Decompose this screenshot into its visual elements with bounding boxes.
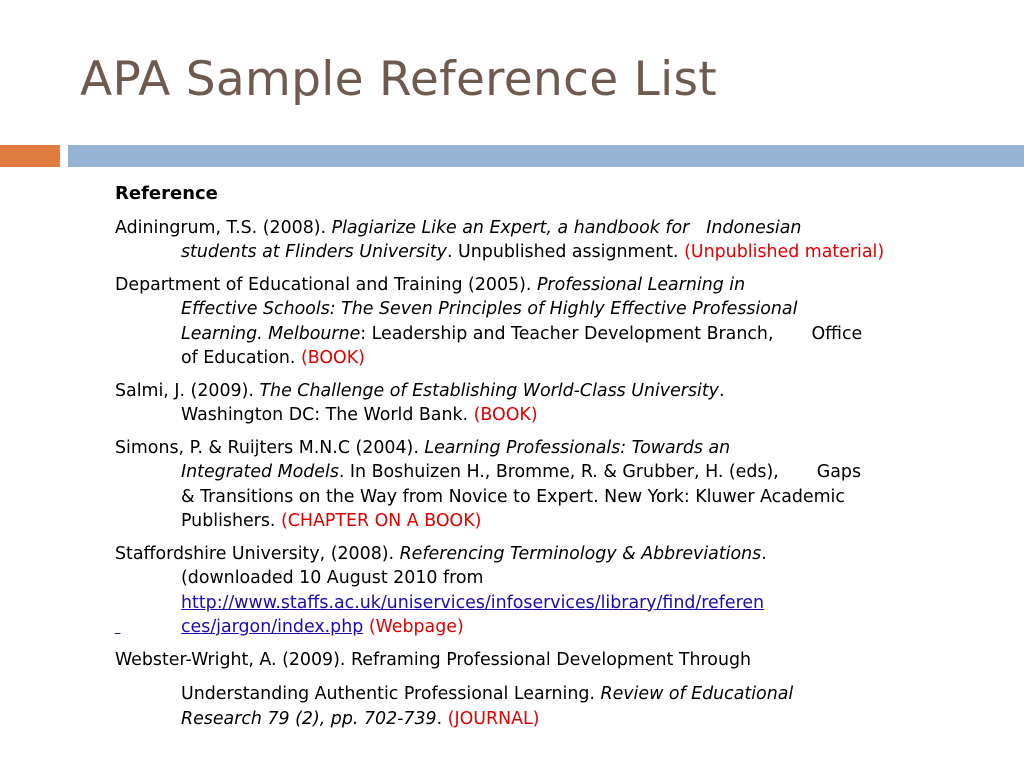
accent-bar-blue <box>68 145 1024 167</box>
type-tag: (BOOK) <box>473 405 538 425</box>
reference-item-2: Department of Educational and Training (2005). Professional Learning in Effective Schools: The Seven Principles of Highly Effective Professional Learning. Melbourne: Leadership and Teacher Development Branch, Office of Education. (BOOK) <box>115 274 863 368</box>
type-tag: (Webpage) <box>368 617 464 637</box>
reference-item-6: Webster-Wright, A. (2009). Reframing Professional Development Through Understanding Authentic Professional Learning. Review of Educational Research 79 (2), pp. 702-739. (JOURNAL) <box>115 649 794 729</box>
type-tag: (CHAPTER ON A BOOK) <box>280 511 482 531</box>
reference-heading: Reference <box>115 183 218 204</box>
reference-url-link[interactable]: http://www.staffs.ac.uk/uniservices/infoservices/library/find/referen <box>181 592 765 613</box>
type-tag: (Unpublished material) <box>684 242 885 262</box>
reference-url-link-cont[interactable]: ces/jargon/index.php <box>181 617 364 637</box>
reference-item-1: Adiningrum, T.S. (2008). Plagiarize Like an Expert, a handbook for Indonesian students at Flinders University. Unpublished assignment. (Unpublished material) <box>115 217 885 262</box>
reference-item-3: Salmi, J. (2009). The Challenge of Establishing World-Class University. Washington DC: The World Bank. (BOOK) <box>115 380 725 425</box>
slide-title: APA Sample Reference List <box>80 52 718 107</box>
accent-bar-orange <box>0 145 60 167</box>
type-tag: (JOURNAL) <box>447 708 540 729</box>
reference-item-5: Staffordshire University, (2008). Referencing Terminology & Abbreviations. (downloaded 10 August 2010 from http://www.staffs.ac.uk/uniservices/infoservices/library/find/referen ces/jargon/index.php (Webpage) <box>115 543 767 637</box>
type-tag: (BOOK) <box>300 348 365 368</box>
reference-list <box>115 182 970 739</box>
reference-item-4: Simons, P. & Ruijters M.N.C (2004). Learning Professionals: Towards an Integrated Models. In Boshuizen H., Bromme, R. & Grubber, H. (eds), Gaps & Transitions on the Way from Novice to Expert. New York: Kluwer Academic Publishers. (CHAPTER ON A BOOK) <box>115 437 862 531</box>
